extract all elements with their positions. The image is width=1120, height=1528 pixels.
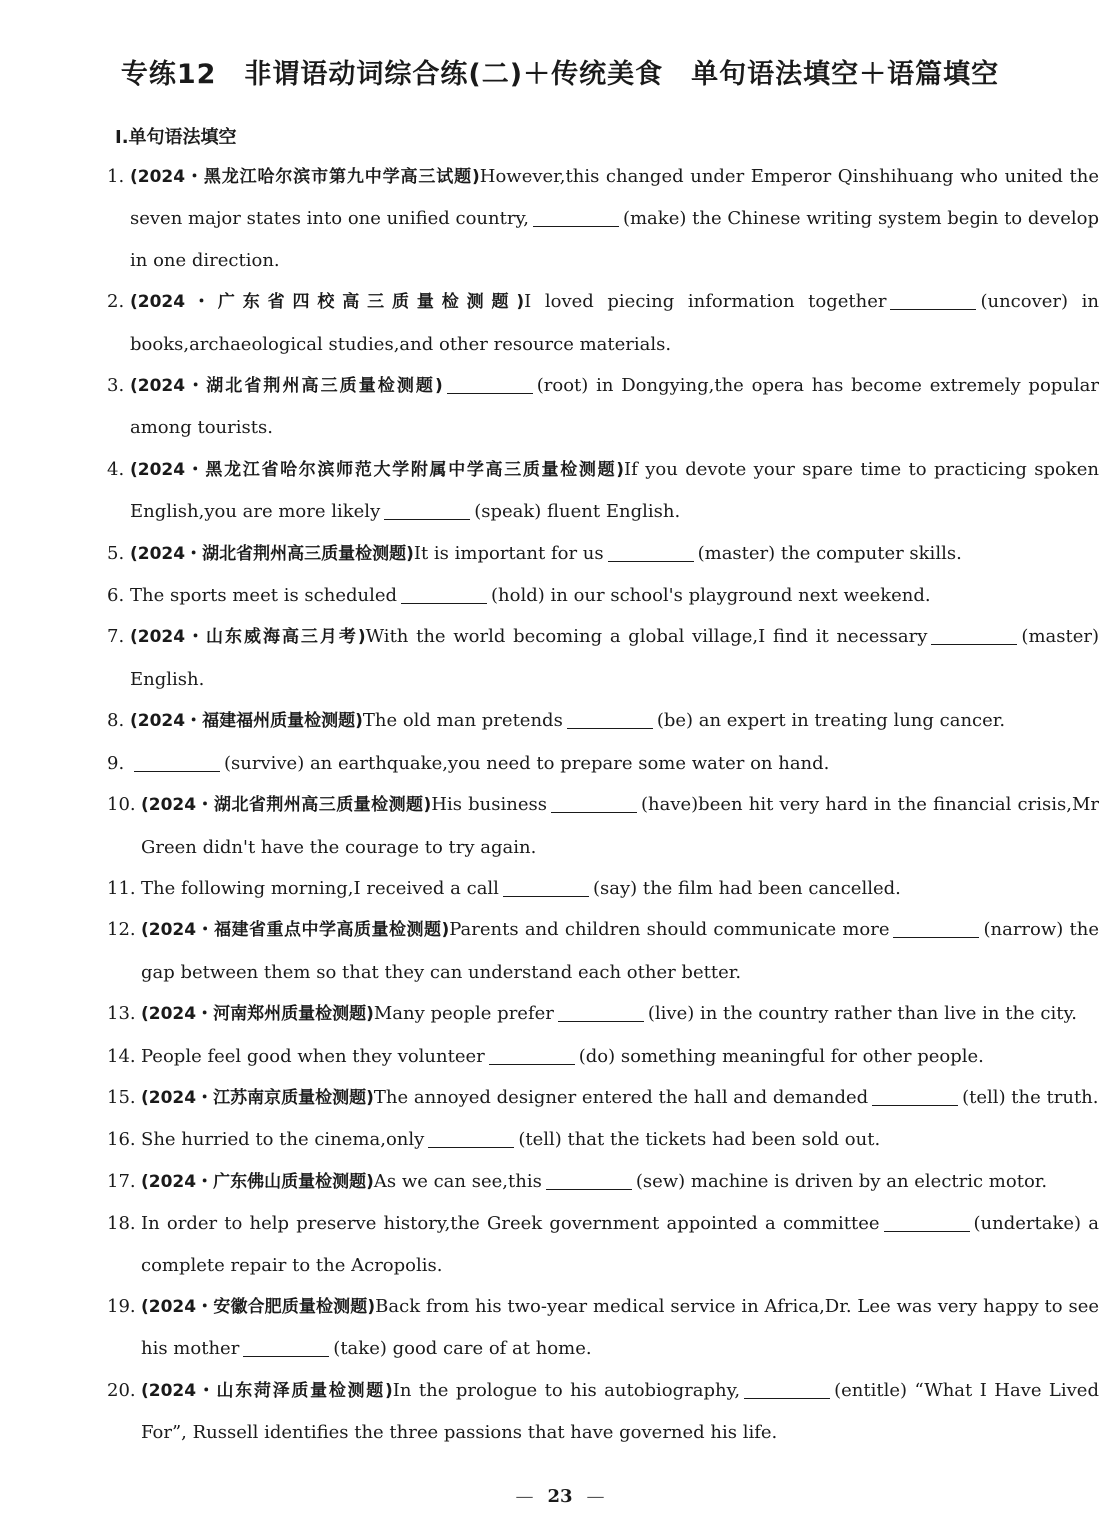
item-number: 3. bbox=[107, 375, 125, 397]
item-number: 2. bbox=[107, 291, 125, 313]
item-number: 13. bbox=[107, 1003, 136, 1025]
item-number: 4. bbox=[107, 458, 125, 480]
exercise-item bbox=[107, 993, 1099, 1035]
item-number: 12. bbox=[107, 919, 136, 941]
answer-blank[interactable] bbox=[384, 518, 470, 520]
answer-blank[interactable] bbox=[447, 392, 533, 394]
item-text-after: (live) in the country rather than live in the city. bbox=[647, 1003, 1077, 1025]
item-text-after: (master) English. bbox=[130, 626, 1099, 690]
item-number: 20. bbox=[107, 1379, 136, 1401]
item-text-before: In the prologue to his autobiography, bbox=[392, 1379, 741, 1401]
item-text-before: As we can see,this bbox=[373, 1170, 542, 1192]
item-number: 8. bbox=[107, 710, 125, 732]
exercise-item bbox=[107, 1077, 1099, 1119]
exercise-item bbox=[107, 365, 1099, 449]
item-text-after: (hold) in our school's playground next weekend. bbox=[491, 585, 931, 607]
item-text-after: (speak) fluent English. bbox=[474, 501, 681, 523]
answer-blank[interactable] bbox=[744, 1397, 830, 1399]
item-source: (2024・湖北省荆州高三质量检测题) bbox=[130, 376, 443, 397]
item-text-after: (entitle) “What I Have Lived For”, Russell identifies the three passions that have governed his life. bbox=[141, 1379, 1099, 1444]
exercise-item bbox=[107, 700, 1099, 742]
item-number: 5. bbox=[107, 542, 125, 564]
page-title: 专练12 非谓语动词综合练(二)＋传统美食 单句语法填空＋语篇填空 bbox=[120, 59, 1000, 90]
item-source: (2024・福建福州质量检测题) bbox=[130, 711, 363, 732]
item-text-before: However,this changed under Emperor Qinshihuang who united the seven major states into one unified country, bbox=[130, 166, 1099, 230]
item-text-after: (undertake) a complete repair to the Acropolis. bbox=[141, 1213, 1099, 1276]
item-text-before: She hurried to the cinema,only bbox=[141, 1129, 425, 1151]
item-text-before: The annoyed designer entered the hall and demanded bbox=[373, 1086, 869, 1108]
item-source: (2024・安徽合肥质量检测题) bbox=[141, 1296, 376, 1317]
item-text-before: The following morning,I received a call bbox=[141, 877, 499, 899]
section-heading: Ⅰ.单句语法填空 bbox=[115, 127, 237, 148]
item-text-before: Parents and children should communicate more bbox=[449, 919, 890, 941]
item-text-after: (tell) that the tickets had been sold out. bbox=[518, 1129, 881, 1151]
answer-blank[interactable] bbox=[558, 1020, 644, 1022]
item-text-after: (root) in Dongying,the opera has become extremely popular among tourists. bbox=[130, 375, 1099, 439]
answer-blank[interactable] bbox=[489, 1063, 575, 1065]
item-number: 16. bbox=[107, 1129, 136, 1151]
answer-blank[interactable] bbox=[428, 1146, 514, 1148]
item-number: 9. bbox=[107, 752, 125, 774]
item-text-after: (master) the computer skills. bbox=[697, 542, 962, 564]
item-number: 1. bbox=[107, 166, 125, 187]
exercise-item bbox=[107, 533, 1099, 575]
exercise-item bbox=[107, 575, 1099, 616]
item-text-after: (make) the Chinese writing system begin to develop in one direction. bbox=[130, 208, 1099, 271]
item-number: 11. bbox=[107, 877, 136, 899]
exercise-item bbox=[107, 909, 1099, 993]
page-number-value: 23 bbox=[547, 1486, 573, 1507]
exercise-item bbox=[107, 1036, 1099, 1077]
answer-blank[interactable] bbox=[567, 727, 653, 729]
exercise-item bbox=[107, 1370, 1099, 1454]
item-text-before: His business bbox=[431, 794, 547, 816]
item-number: 19. bbox=[107, 1295, 136, 1317]
answer-blank[interactable] bbox=[551, 811, 637, 813]
item-number: 10. bbox=[107, 794, 136, 816]
exercise-item bbox=[107, 1161, 1099, 1203]
item-text-after: (tell) the truth. bbox=[962, 1086, 1099, 1108]
answer-blank[interactable] bbox=[546, 1188, 632, 1190]
answer-blank[interactable] bbox=[890, 308, 976, 310]
item-source: (2024・福建省重点中学高质量检测题) bbox=[141, 920, 450, 941]
item-text-before: People feel good when they volunteer bbox=[141, 1045, 485, 1067]
exercise-item bbox=[107, 784, 1099, 868]
answer-blank[interactable] bbox=[931, 643, 1017, 645]
answer-blank[interactable] bbox=[893, 936, 979, 938]
item-text-after: (have)been hit very hard in the financial crisis,Mr Green didn't have the courage to try again. bbox=[141, 794, 1099, 858]
exercise-item bbox=[107, 1119, 1099, 1160]
item-text-after: (say) the film had been cancelled. bbox=[592, 877, 901, 899]
item-text-after: (uncover) in books,archaeological studies,and other resource materials. bbox=[130, 291, 1099, 355]
item-number: 15. bbox=[107, 1086, 136, 1108]
exercise-item bbox=[107, 1286, 1099, 1370]
exercise-item bbox=[107, 281, 1099, 365]
item-source: (2024・河南郑州质量检测题) bbox=[141, 1004, 374, 1025]
exercise-item bbox=[107, 156, 1099, 281]
item-source: (2024・山东威海高三月考) bbox=[130, 627, 366, 648]
item-text-after: (sew) machine is driven by an electric motor. bbox=[635, 1170, 1048, 1192]
answer-blank[interactable] bbox=[608, 560, 694, 562]
item-text-after: (take) good care of at home. bbox=[333, 1338, 592, 1360]
item-text-before: The old man pretends bbox=[362, 710, 563, 732]
item-text-before: Many people prefer bbox=[373, 1003, 554, 1025]
item-text-after: (do) something meaningful for other people. bbox=[578, 1045, 984, 1067]
item-source: (2024・湖北省荆州高三质量检测题) bbox=[130, 543, 414, 564]
exercise-list bbox=[107, 156, 1099, 1454]
item-number: 6. bbox=[107, 585, 125, 607]
exercise-item bbox=[107, 868, 1099, 909]
item-source: (2024・江苏南京质量检测题) bbox=[141, 1087, 374, 1108]
item-text-after: (be) an expert in treating lung cancer. bbox=[656, 710, 1006, 732]
item-text-before: I loved piecing information together bbox=[524, 291, 887, 313]
item-source: (2024・山东菏泽质量检测题) bbox=[141, 1380, 393, 1401]
item-number: 7. bbox=[107, 626, 125, 648]
exercise-item bbox=[107, 449, 1099, 533]
item-source: (2024・黑龙江哈尔滨市第九中学高三试题) bbox=[130, 167, 480, 187]
exercise-item bbox=[107, 743, 1099, 784]
item-number: 17. bbox=[107, 1170, 136, 1192]
item-text-before: In order to help preserve history,the Greek government appointed a committee bbox=[141, 1213, 880, 1235]
item-text-before: The sports meet is scheduled bbox=[130, 585, 398, 607]
answer-blank[interactable] bbox=[243, 1355, 329, 1357]
answer-blank[interactable] bbox=[872, 1104, 958, 1106]
item-source: (2024・黑龙江省哈尔滨师范大学附属中学高三质量检测题) bbox=[130, 459, 625, 480]
answer-blank[interactable] bbox=[134, 770, 220, 772]
exercise-item bbox=[107, 1203, 1099, 1286]
item-text-before: With the world becoming a global village,I find it necessary bbox=[365, 626, 928, 648]
answer-blank[interactable] bbox=[533, 225, 619, 227]
answer-blank[interactable] bbox=[401, 602, 487, 604]
item-source: (2024・湖北省荆州高三质量检测题) bbox=[141, 795, 432, 816]
item-source: (2024・广东省四校高三质量检测题) bbox=[130, 292, 525, 313]
item-text-after: (survive) an earthquake,you need to prepare some water on hand. bbox=[224, 752, 830, 774]
answer-blank[interactable] bbox=[884, 1230, 970, 1232]
page-number: — 23 — bbox=[515, 1486, 605, 1507]
exercise-item bbox=[107, 616, 1099, 700]
item-number: 14. bbox=[107, 1045, 136, 1067]
item-text-after: (narrow) the gap between them so that they can understand each other better. bbox=[141, 919, 1099, 983]
item-text-before: Back from his two-year medical service in Africa,Dr. Lee was very happy to see his mother bbox=[141, 1295, 1099, 1360]
answer-blank[interactable] bbox=[503, 895, 589, 897]
item-source: (2024・广东佛山质量检测题) bbox=[141, 1171, 374, 1192]
item-text-before: If you devote your spare time to practicing spoken English,you are more likely bbox=[130, 458, 1099, 523]
item-number: 18. bbox=[107, 1213, 136, 1235]
item-text-before: It is important for us bbox=[413, 542, 604, 564]
